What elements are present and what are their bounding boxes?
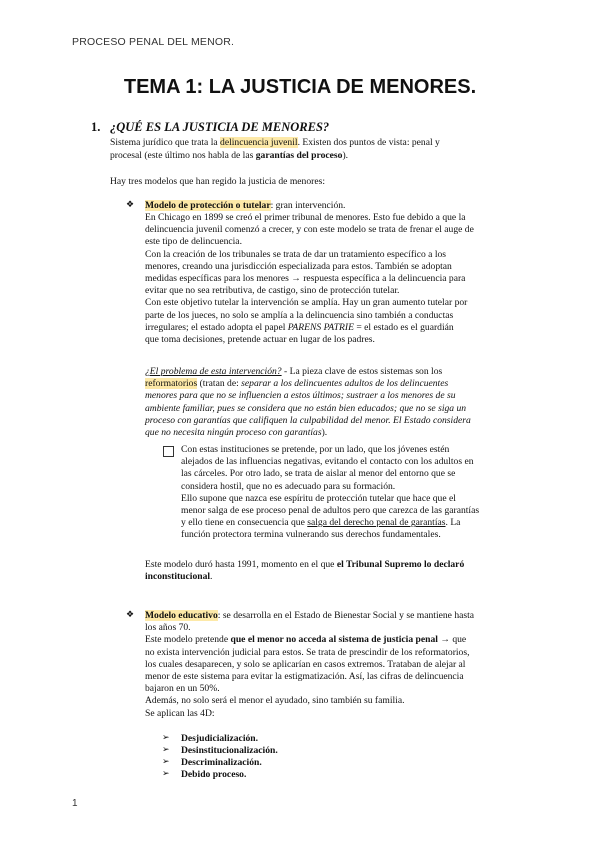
section-number: 1. [91,120,101,134]
diamond-bullet-icon: ❖ [126,200,135,210]
list-item: Descriminalización. [181,757,262,768]
page-header: PROCESO PENAL DEL MENOR. [72,36,235,48]
list-item: Debido proceso. [181,769,247,780]
arrow-bullet-icon: ➢ [162,733,170,743]
diamond-bullet-icon: ❖ [126,610,135,620]
arrow-bullet-icon: ➢ [162,769,170,779]
page-number: 1 [72,798,78,809]
list-item: Desjudicialización. [181,733,259,744]
arrow-bullet-icon: ➢ [162,757,170,767]
intro-line-2: procesal (este último nos habla de las garantías del proceso). [110,150,349,161]
list-item: Desinstitucionalización. [181,745,278,756]
page-title: TEMA 1: LA JUSTICIA DE MENORES. [123,76,477,98]
model1-problem: ¿El problema de esta intervención? - La pieza clave de estos sistemas son los reformatorios (tratan de: separar a los delincuentes adultos de los delincuentes menores para que no se influencien a estos últimos; sustraer a los menores de su ambiente familiar, pues se considera que no están bien educados; que no se siga un proceso con garantías que califiquen la culpabilidad del menor. El Estado considera que no necesita ningún proceso con garantías). [145,366,471,439]
checkbox-icon [163,446,174,457]
section-heading: ¿QUÉ ES LA JUSTICIA DE MENORES? [110,120,330,134]
checkbox-paragraph: Con estas instituciones se pretende, por un lado, que los jóvenes estén alejados de las influencias negativas, evitando el contacto con los adultos en las cárceles. Por otro lado, se trata de aislar al menor del entorno que se considera hostil, que no es adecuado para su formación. Ello supone que nazca ese espíritu de protección tutelar que hace que el menor salga de ese proceso penal de adultos pero que carezca de las garantías y ello tiene en consecuencia que salga del derecho penal de garantías. La función protectora termina vulnerando sus derechos fundamentales. [181,444,480,541]
model1-paragraph: En Chicago en 1899 se creó el primer tribunal de menores. Esto fue debido a que la delincuencia juvenil comenzó a crecer, y con este modelo se trata de frenar el auge de este tipo de delincuencia. Con la creación de los tribunales se trata de dar un tratamiento específico a los menores, creando una jurisdicción especializada para estos. También se adoptan medidas específicas para los menores → respuesta específica a la delincuencia para evitar que no sea retributiva, de castigo, sino de protección tutelar. Con este objetivo tutelar la intervención se amplía. Hay un gran aumento tutelar por parte de los jueces, no solo se amplía a la delincuencia sino también a conductas irregulares; el estado adopta el papel PARENS PATRIE = el estado es el guardián que toma decisiones, pretende actuar en lugar de los padres. [145,212,474,346]
model1-conclusion: Este modelo duró hasta 1991, momento en el que el Tribunal Supremo lo declaró inconstitucional. [145,559,465,583]
model1-label: Modelo de protección o tutelar: gran intervención. [145,200,346,211]
model2-paragraph: Modelo educativo: se desarrolla en el Estado de Bienestar Social y se mantiene hasta los años 70. Este modelo pretende que el menor no acceda al sistema de justicia penal → que no exista intervención judicial para estos. Se trata de prescindir de los reformatorios, los cuales desaparecen, y solo se aplicarían en casos extremos. Trataban de alejar al menor de este sistema para evitar la estigmatización. Así, las cifras de delincuencia bajaron en un 50%. Además, no solo será el menor el ayudado, sino también su familia. Se aplican las 4D: [145,610,475,719]
intro-line-1: Sistema jurídico que trata la delincuencia juvenil. Existen dos puntos de vista: penal y [110,137,440,148]
arrow-bullet-icon: ➢ [162,745,170,755]
intro-line-3: Hay tres modelos que han regido la justicia de menores: [110,176,325,187]
